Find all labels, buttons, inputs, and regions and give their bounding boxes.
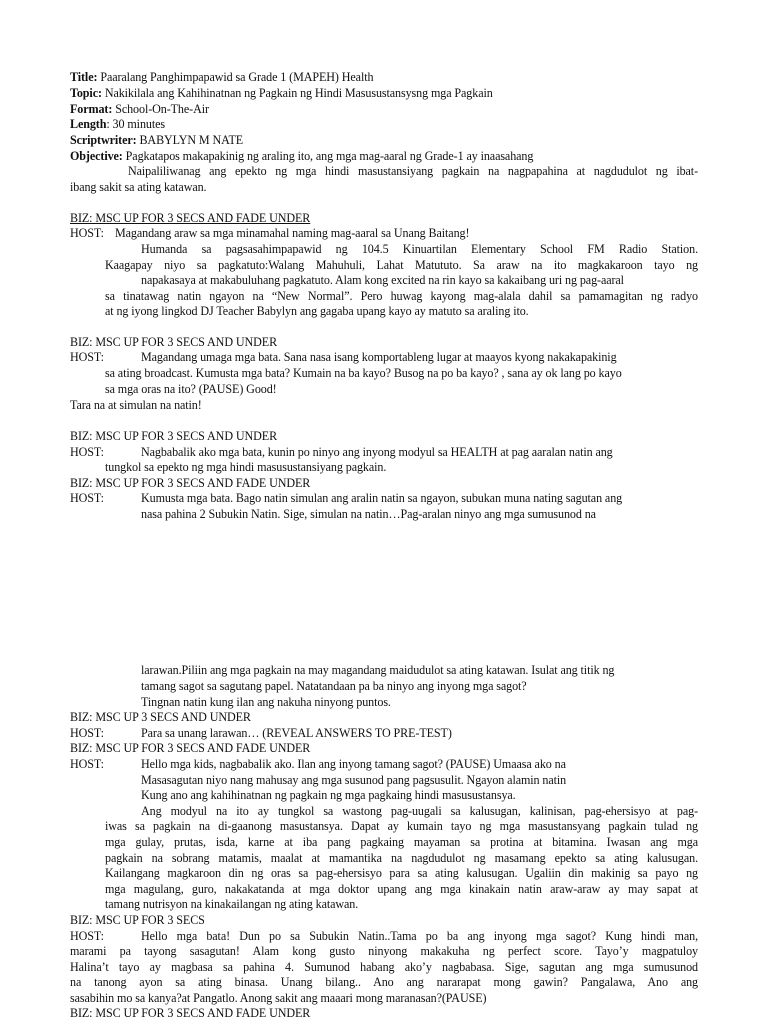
title-value: Paaralang Panghimpapawid sa Grade 1 (MAPEH) Health [100, 70, 374, 84]
script-text: Halina’t tayo ay magbasa sa pahina 4. Sumunod habang ako’y nagbabasa. Sige, sagutan ang mga sumusunod [70, 960, 698, 974]
topic-label: Topic: [70, 86, 102, 100]
host-label: HOST: [70, 445, 104, 459]
biz-cue: BIZ: MSC UP FOR 3 SECS AND FADE UNDER [70, 211, 311, 225]
script-text: Tara na at simulan na natin! [70, 398, 202, 412]
topic-line [70, 86, 493, 102]
host-label: HOST: [70, 757, 104, 771]
script-text: tungkol sa epekto ng mga hindi masusustansiyang pagkain. [105, 460, 387, 474]
script-text: Kailangang magkaroon din ng oras sa pag-ehersisyo para sa ating kalusugan. Ugaliin din makinig sa payo ng [105, 866, 698, 880]
objective-label: Objective: [70, 149, 123, 163]
script-text: Humanda sa pagsasahimpapawid ng 104.5 Kinuartilan Elementary School FM Radio Station. [141, 242, 698, 256]
biz-cue: BIZ: MSC UP FOR 3 SECS [70, 913, 205, 927]
objective-line [70, 149, 533, 165]
format-line [70, 102, 209, 118]
length-line [70, 117, 165, 133]
script-text: marami pa tayong sasagutan! Alam kong gusto ninyong makakuha ng perfect score. Tayo’y magpatuloy [70, 944, 698, 958]
biz-cue: BIZ: MSC UP FOR 3 SECS AND UNDER [70, 429, 278, 443]
script-text: Tingnan natin kung ilan ang nakuha ninyong puntos. [141, 695, 391, 709]
objective-line-3: ibang sakit sa ating katawan. [70, 180, 207, 194]
script-text: na tanong ayon sa ating binasa. Unang bilang.. Ano ang nararapat mong gawin? Pangalawa, Ano ang [70, 975, 698, 989]
biz-cue: BIZ: MSC UP FOR 3 SECS AND FADE UNDER [70, 1006, 311, 1020]
topic-value: Nakikilala ang Kahihinatnan ng Pagkain ng Hindi Masusustansysng mga Pagkain [104, 86, 493, 100]
script-text: nasa pahina 2 Subukin Natin. Sige, simulan na natin…Pag-aralan ninyo ang mga sumusunod na [141, 507, 596, 521]
title-line [70, 70, 373, 86]
scriptwriter-label: Scriptwriter: [70, 133, 137, 147]
script-text: Kung ano ang kahihinatnan ng pagkain ng mga pagkaing hindi masusustansya. [141, 788, 516, 802]
host-label: HOST: [70, 491, 104, 505]
script-text: at ng iyong lingkod DJ Teacher Babylyn ang gagaba upang kayo ay matuto sa araling ito. [105, 304, 529, 318]
script-text: Kaagapay niyo sa pagkatuto:Walang Mahuhuli, Lahat Matututo. Sa araw na ito magkakaroon tayo ng [105, 258, 698, 272]
script-text: mga gulay, prutas, isda, karne at iba pang pagkaing mayaman sa protina at bitamina. Iwasan ang mga [105, 835, 698, 849]
script-text: Nagbabalik ako mga bata, kunin po ninyo ang inyong modyul sa HEALTH at pag aaralan natin ang [141, 445, 613, 459]
biz-cue: BIZ: MSC UP FOR 3 SECS AND UNDER [70, 335, 278, 349]
host-label: HOST: [70, 929, 104, 943]
script-text: sa mga oras na ito? (PAUSE) Good! [105, 382, 277, 396]
script-text: tamang sagot sa sagutang papel. Natatandaan pa ba ninyo ang inyong mga sagot? [141, 679, 527, 693]
script-text: Magandang araw sa mga minamahal naming mag-aaral sa Unang Baitang! [115, 226, 470, 240]
script-text: Ang modyul na ito ay tungkol sa wastong pag-uugali sa kalusugan, kalinisan, pag-ehersisyo at pag- [141, 804, 698, 818]
script-text: larawan.Piliin ang mga pagkain na may magandang maidudulot sa ating katawan. Isulat ang titik ng [141, 663, 615, 677]
biz-cue: BIZ: MSC UP FOR 3 SECS AND FADE UNDER [70, 741, 311, 755]
script-text: Magandang umaga mga bata. Sana nasa isang komportableng lugar at maayos kyong nakakapakinig [141, 350, 617, 364]
objective-line-2: Naipaliliwanag ang epekto ng mga hindi masustansiyang pagkain na nagpapahina at nagdudulot ng ibat- [128, 164, 698, 178]
script-text: sasabihin mo sa kanya?at Pangatlo. Anong sakit ang maaari mong maranasan?(PAUSE) [70, 991, 487, 1005]
host-label: HOST: [70, 350, 104, 364]
script-text: Para sa unang larawan… (REVEAL ANSWERS TO PRE-TEST) [141, 726, 452, 740]
script-text: mga magulang, guro, nakakatanda at mga doktor upang ang mga kinakain natin araw-araw ay may sapat at [105, 882, 698, 896]
script-text: iwas sa pagkain na di-gaanong masustansya. Dapat ay kumain tayo ng mga masustansyang pagkain tulad ng [105, 819, 698, 833]
script-text: sa tinatawag natin ngayon na “New Normal”. Pero huwag kayong mag-alala dahil sa pamamagitan ng radyo [105, 289, 698, 303]
format-value: School-On-The-Air [115, 102, 209, 116]
host-label: HOST: [70, 226, 104, 240]
length-value: : 30 minutes [106, 117, 165, 131]
script-text: Hello mga kids, nagbabalik ako. Ilan ang inyong tamang sagot? (PAUSE) Umaasa ako na [141, 757, 566, 771]
script-text: tamang nutrisyon na kinakailangan ng ating katawan. [105, 897, 359, 911]
scriptwriter-line [70, 133, 243, 149]
script-text: Hello mga bata! Dun po sa Subukin Natin..Tama po ba ang inyong mga sagot? Kung hindi man, [141, 929, 698, 943]
host-label: HOST: [70, 726, 104, 740]
biz-cue: BIZ: MSC UP 3 SECS AND UNDER [70, 710, 251, 724]
scriptwriter-value: BABYLYN M NATE [139, 133, 244, 147]
script-text: napakasaya at makabuluhang pagkatuto. Alam kong excited na rin kayo sa kakaibang uri ng pag-aaral [141, 273, 624, 287]
format-label: Format: [70, 102, 113, 116]
script-text: pagkain na sobrang matamis, maalat at mamantika na nagdudulot ng masamang epekto sa ating kalusugan. [105, 851, 698, 865]
biz-cue: BIZ: MSC UP FOR 3 SECS AND FADE UNDER [70, 476, 311, 490]
title-label: Title: [70, 70, 98, 84]
script-text: sa ating broadcast. Kumusta mga bata? Kumain na ba kayo? Busog na po ba kayo? , sana ay ok lang po kayo [105, 366, 622, 380]
length-label: Length [70, 117, 107, 131]
script-text: Masasagutan niyo nang mahusay ang mga susunod pang pagsusulit. Ngayon alamin natin [141, 773, 567, 787]
objective-value: Pagkatapos makapakinig ng araling ito, ang mga mag-aaral ng Grade-1 ay inaasahang [125, 149, 534, 163]
script-text: Kumusta mga bata. Bago natin simulan ang aralin natin sa ngayon, subukan muna nating sagutan ang [141, 491, 623, 505]
